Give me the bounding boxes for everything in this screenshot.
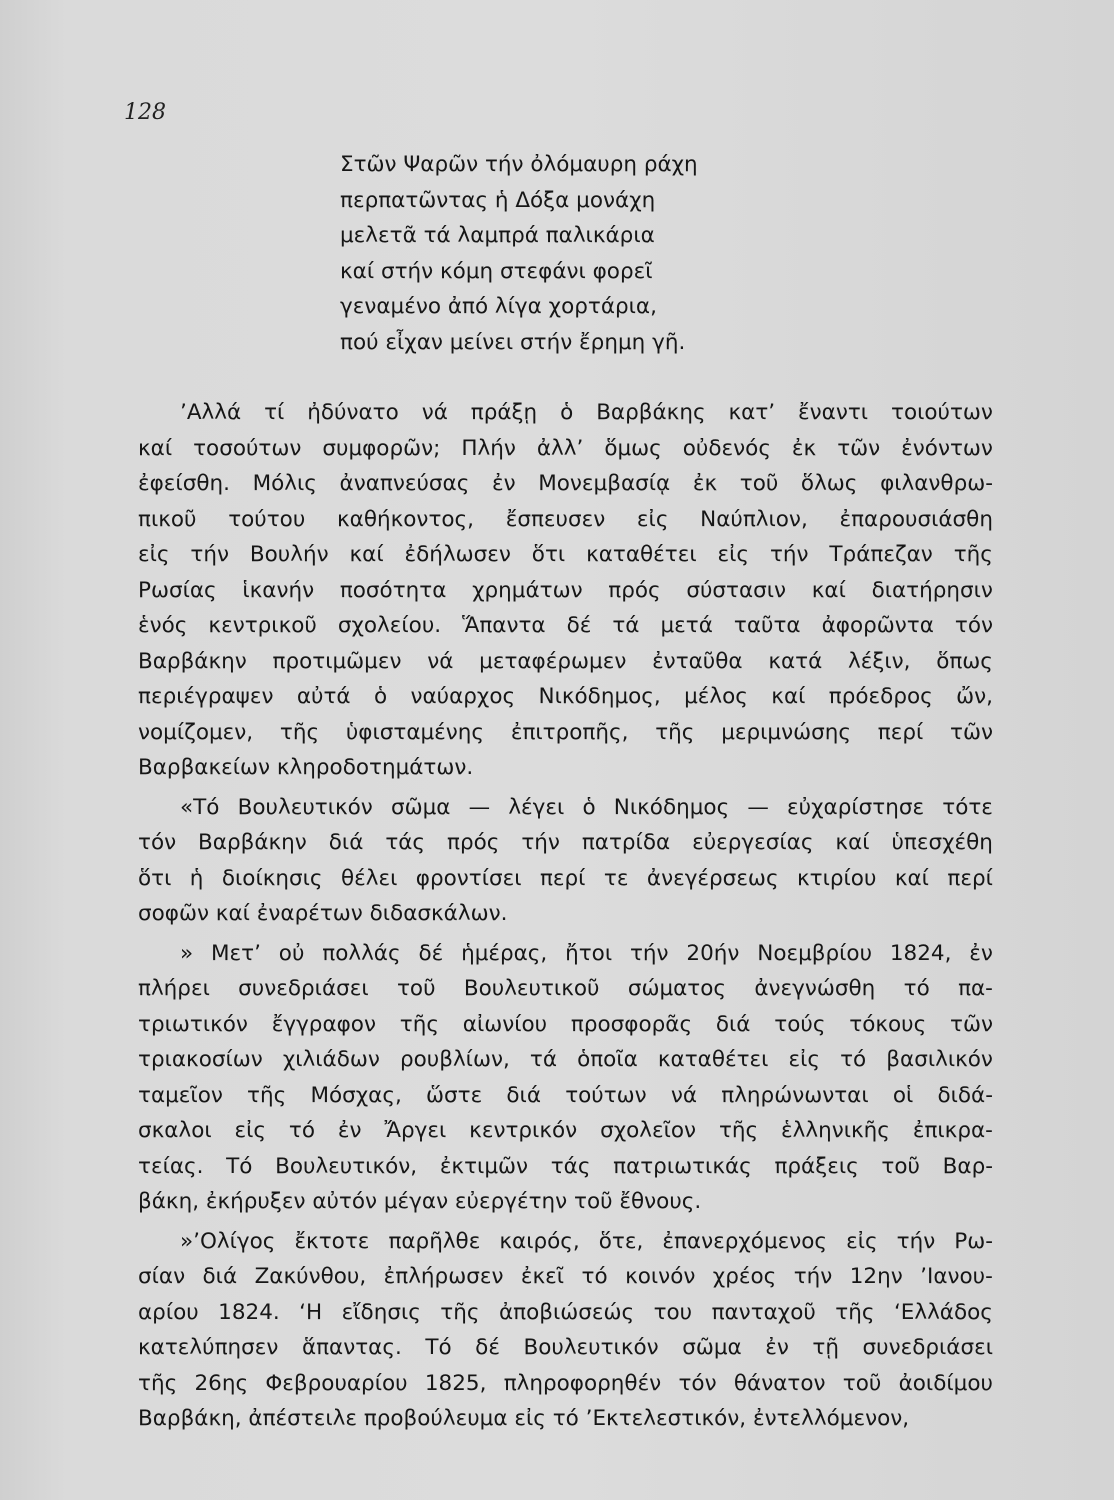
text-line: ἐφείσθη. Μόλις ἀναπνεύσας ἐν Μονεμβασίᾳ ἐκ τοῦ ὅλως φιλανθρω- [138,471,993,496]
poem-line: πού εἶχαν μείνει στήν ἔρημη γῆ. [340,329,686,355]
text-line: αρίου 1824. ‘Η εἴδησις τῆς ἀποβιώσεώς του πανταχοῦ τῆς ‘Ελλάδος [138,1299,993,1325]
poem-line: καί στήν κόμη στεφάνι φορεῖ [340,258,653,284]
text-line: σοφῶν καί ἐναρέτων διδασκάλων. [138,901,508,926]
text-line: Ρωσίας ἱκανήν ποσότητα χρημάτων πρός σύστασιν καί διατήρησιν [138,577,993,603]
text-line: ’Αλλά τί ἠδύνατο νά πράξῃ ὁ Βαρβάκης κατ’ ἔναντι τοιούτων [180,400,993,425]
text-line: καί τοσούτων συμφορῶν; Πλήν ἀλλ’ ὅμως οὐδενός ἐκ τῶν ἐνόντων [138,435,993,461]
poem-line: μελετᾶ τά λαμπρά παλικάρια [340,223,655,248]
paragraph [138,936,993,1220]
poem-line: γεναμένο ἀπό λίγα χορτάρια, [340,294,657,319]
text-line: τριωτικόν ἔγγραφον τῆς αἰωνίου προσφορᾶς διά τούς τόκους τῶν [138,1011,993,1037]
text-line: »’Ολίγος ἔκτοτε παρῆλθε καιρός, ὅτε, ἐπανερχόμενος εἰς τήν Ρω- [180,1228,993,1254]
text-line: τείας. Τό Βουλευτικόν, ἐκτιμῶν τάς πατριωτικάς πράξεις τοῦ Βαρ- [138,1153,993,1179]
paragraph [138,1224,993,1437]
text-line: σκαλοι εἰς τό ἐν Ἄργει κεντρικόν σχολεῖον τῆς ἑλληνικῆς ἐπικρα- [138,1118,993,1143]
text-line: πικοῦ τούτου καθήκοντος, ἔσπευσεν εἰς Ναύπλιον, ἐπαρουσιάσθη [138,506,993,532]
paragraph [138,790,993,932]
text-line: πλήρει συνεδριάσει τοῦ Βουλευτικοῦ σώματος ἀνεγνώσθη τό πα- [138,976,993,1001]
text-line: Βαρβάκη, ἀπέστειλε προβούλευμα εἰς τό ’Εκτελεστικόν, ἐντελλόμενον, [138,1406,910,1431]
text-line: τριακοσίων χιλιάδων ρουβλίων, τά ὁποῖα καταθέτει εἰς τό βασιλικόν [138,1047,993,1072]
text-line: εἰς τήν Βουλήν καί ἐδήλωσεν ὅτι καταθέτει εἰς τήν Τράπεζαν τῆς [138,542,993,567]
text-line: Βαρβάκην προτιμῶμεν νά μεταφέρωμεν ἐνταῦθα κατά λέξιν, ὅπως [138,648,993,674]
text-line: νομίζομεν, τῆς ὑφισταμένης ἐπιτροπῆς, τῆς μεριμνώσης περί τῶν [138,719,993,745]
paragraph [138,395,993,786]
text-line: βάκη, ἐκήρυξεν αὐτόν μέγαν εὐεργέτην τοῦ ἔθνους. [138,1189,702,1214]
text-line: Βαρβακείων κληροδοτημάτων. [138,755,474,780]
text-line: ὅτι ἡ διοίκησις θέλει φροντίσει περί τε ἀνεγέρσεως κτιρίου καί περί [138,865,993,891]
text-line: ἑνός κεντρικοῦ σχολείου. Ἅπαντα δέ τά μετά ταῦτα ἀφορῶντα τόν [138,613,993,638]
text-line: σίαν διά Ζακύνθου, ἐπλήρωσεν ἐκεῖ τό κοινόν χρέος τήν 12ην ’Ιανου- [138,1264,993,1289]
poem-line: περπατῶντας ἡ Δόξα μονάχη [340,187,656,213]
text-line: ταμεῖον τῆς Μόσχας, ὥστε διά τούτων νά πληρώνωνται οἱ διδά- [138,1082,993,1108]
text-line: » Μετ’ οὐ πολλάς δέ ἡμέρας, ἤτοι τήν 20ήν Νοεμβρίου 1824, ἐν [180,940,993,966]
text-line: «Τό Βουλευτικόν σῶμα — λέγει ὁ Νικόδημος — εὐχαρίστησε τότε [180,794,993,820]
body-text [138,395,993,1441]
poem-line: Στῶν Ψαρῶν τήν ὀλόμαυρη ράχη [340,152,698,177]
text-line: κατελύπησεν ἅπαντας. Τό δέ Βουλευτικόν σῶμα ἐν τῇ συνεδριάσει [138,1335,993,1360]
text-line: περιέγραψεν αὐτά ὁ ναύαρχος Νικόδημος, μέλος καί πρόεδρος ὤν, [138,684,993,709]
page-number: 128 [124,100,166,125]
text-line: τῆς 26ης Φεβρουαρίου 1825, πληροφορηθέν τόν θάνατον τοῦ ἀοιδίμου [138,1370,993,1396]
text-line: τόν Βαρβάκην διά τάς πρός τήν πατρίδα εὐεργεσίας καί ὑπεσχέθη [138,830,993,855]
poem-stanza [340,147,698,360]
